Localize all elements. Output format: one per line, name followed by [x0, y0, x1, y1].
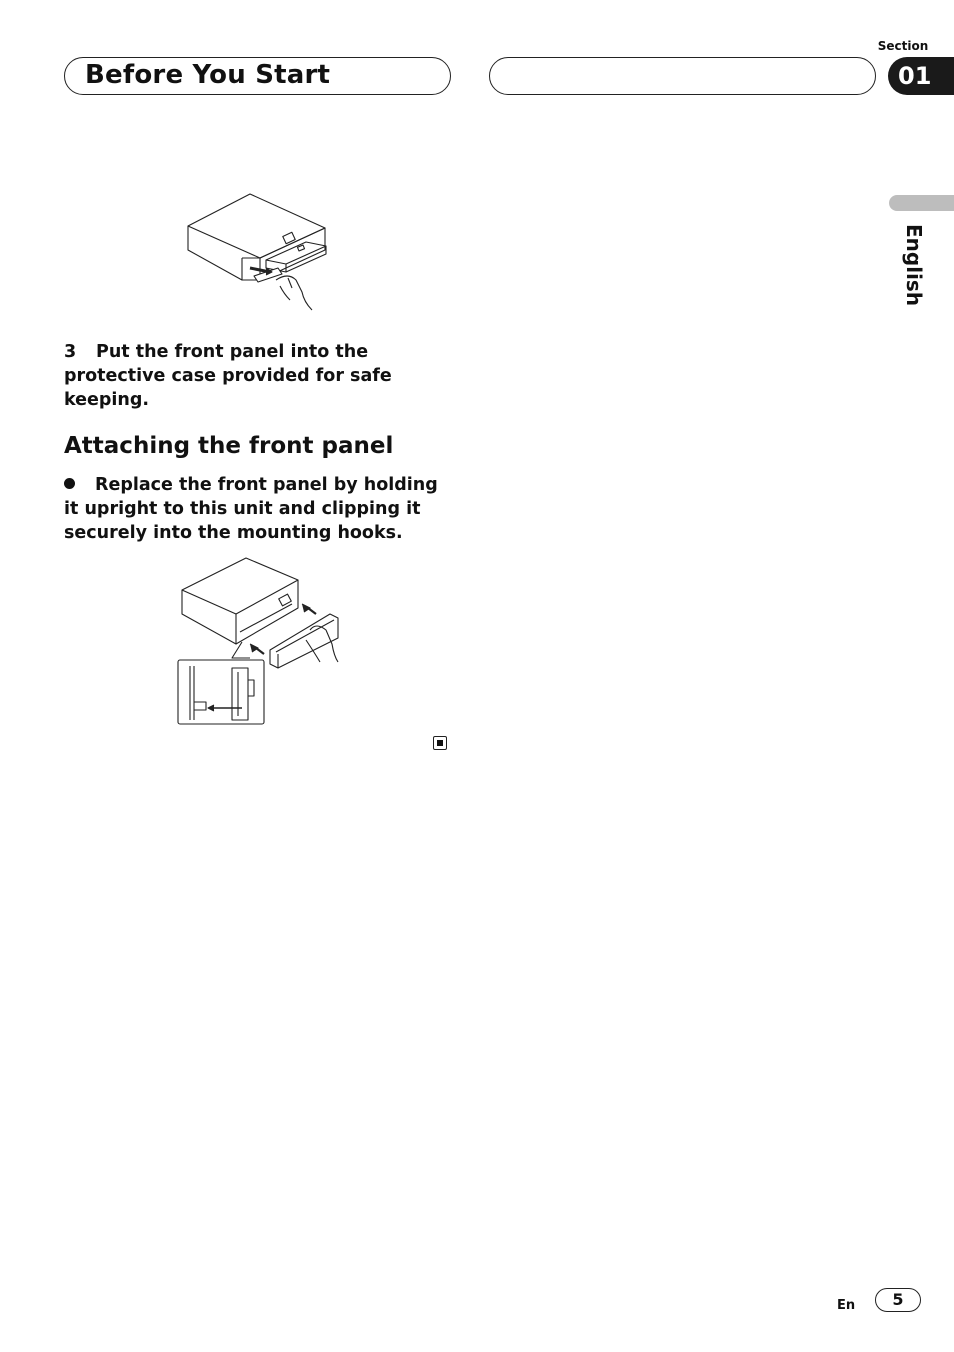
bullet-icon: [64, 478, 75, 489]
section-number-badge: 01: [888, 57, 954, 95]
language-tab: [889, 195, 954, 211]
page-number: 5: [875, 1288, 921, 1312]
step-number: 3: [64, 342, 77, 362]
header-blank-banner: [489, 57, 876, 95]
language-label: English: [902, 224, 926, 307]
step-text: Put the front panel into the protective case provided for safe keeping.: [64, 342, 392, 410]
attach-panel-illustration: [170, 552, 350, 732]
footer-language-code: En: [837, 1298, 856, 1313]
step-3-instruction: [64, 340, 454, 412]
bullet-instruction: [64, 473, 454, 545]
bullet-text: Replace the front panel by holding it upright to this unit and clipping it securely into the mounting hooks.: [64, 475, 438, 543]
section-label: Section: [877, 39, 929, 53]
end-of-section-icon: [433, 736, 447, 750]
title-banner: [64, 57, 451, 95]
page-title: Before You Start: [85, 60, 331, 90]
remove-panel-illustration: [180, 188, 340, 318]
section-heading: Attaching the front panel: [64, 433, 394, 459]
